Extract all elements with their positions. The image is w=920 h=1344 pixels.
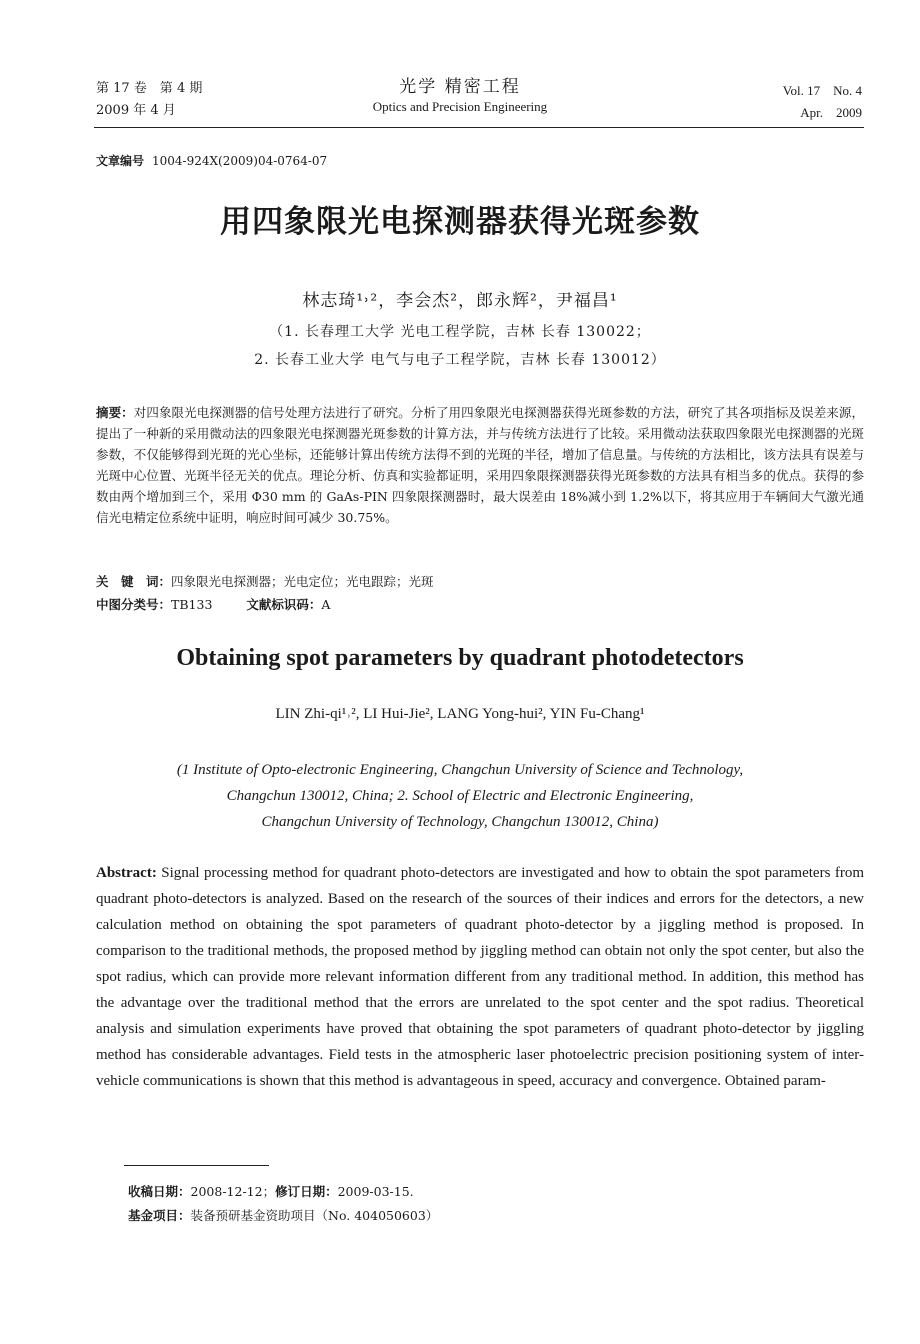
keywords-cn-label: 关 键 词： xyxy=(96,574,172,589)
volume-issue-en: Vol. 17 No. 4 xyxy=(782,83,862,98)
article-number xyxy=(96,152,327,169)
affiliation-en-line: (1 Institute of Opto-electronic Engineering, Changchun University of Science and Technology, xyxy=(176,762,744,778)
affiliation-en-line: Changchun 130012, China; 2. School of Electric and Electronic Engineering, xyxy=(226,788,694,804)
doc-code-label: 文献标识码： xyxy=(246,597,322,612)
received-label: 收稿日期： xyxy=(128,1184,191,1199)
date-en: Apr. 2009 xyxy=(800,105,862,120)
clc-value: TB133 xyxy=(171,597,213,612)
fund-text: 装备预研基金资助项目（No. 404050603） xyxy=(190,1208,439,1223)
title-en: Obtaining spot parameters by quadrant photodetectors xyxy=(176,645,744,671)
journal-name-cn: 光学 精密工程 xyxy=(399,77,521,97)
abstract-en-label: Abstract: xyxy=(96,865,157,881)
abstract-en xyxy=(96,860,864,1094)
revised-label: 修订日期： xyxy=(275,1184,338,1199)
article-number-value: 1004-924X(2009)04-0764-07 xyxy=(152,154,328,168)
affiliation-en-line: Changchun University of Technology, Changchun 130012, China) xyxy=(261,814,659,830)
revised-date: 2009-03-15. xyxy=(337,1184,414,1199)
header-right xyxy=(783,80,862,124)
volume-issue-cn: 第 17 卷 第 4 期 xyxy=(96,81,203,96)
affiliations-cn xyxy=(0,318,920,374)
affiliations-en xyxy=(0,757,920,835)
abstract-cn xyxy=(96,402,864,528)
received-date: 2008-12-12； xyxy=(190,1184,276,1199)
abstract-en-text: Signal processing method for quadrant photo-detectors are investigated and how to obtain the spot parameters from quadrant photo-detectors is analyzed. Based on the research of the sources of their indices and errors for the detectors, a new calculation method on obtaining the spot parameters of quadrant photo-detector by a jiggling method is proposed. In comparison to the traditional methods, the proposed method by jiggling method can obtain not only the spot center, but also the spot radius, which can provide more relevant information different from any traditional method. In addition, this method has the advantage over the traditional method that the errors are unrelated to the spot center and the spot radius. Theoretical analysis and simulation experiments have proved that obtaining the spot parameters of quadrant photo-detector by jiggling method has considerable advantages. Field tests in the atmospheric laser photoelectric precision positioning system of inter-vehicle communications is shown that this method is advantageous in speed, accuracy and convergence. Obtained param- xyxy=(96,865,864,1089)
clc-label: 中图分类号： xyxy=(96,597,172,612)
affiliation-cn-line: 2. 长春工业大学 电气与电子工程学院，吉林 长春 130012） xyxy=(254,352,666,368)
fund-label: 基金项目： xyxy=(128,1208,191,1223)
authors-cn: 林志琦¹˒²，李会杰²，郎永辉²，尹福昌¹ xyxy=(302,291,618,311)
keywords-cn-text: 四象限光电探测器；光电定位；光电跟踪；光斑 xyxy=(171,574,434,589)
classification xyxy=(96,595,330,613)
footnote-fund xyxy=(128,1204,438,1228)
abstract-cn-text: 对四象限光电探测器的信号处理方法进行了研究。分析了用四象限光电探测器获得光斑参数的方法，研究了其各项指标及误差来源，提出了一种新的采用微动法的四象限光电探测器光斑参数的计算方法，并与传统方法进行了比较。采用微动法获取四象限光电探测器的光斑参数，不仅能够得到光斑的光心坐标，还能够计算出传统方法得不到的光斑的半径，增加了信息量。与传统的方法相比，该方法具有误差与光斑中心位置、光斑半径无关的优点。理论分析、仿真和实验都证明，采用四象限探测器获得光斑参数的方法具有相当多的优点。获得的参数由两个增加到三个，采用 Φ30 mm 的 GaAs-PIN 四象限探测器时，最大误差由 18%减小到 1.2%以下，将其应用于车辆间大气激光通信光电精定位系统中证明，响应时间可减少 30.75%。 xyxy=(96,405,864,525)
abstract-cn-label: 摘要： xyxy=(96,405,134,420)
footnote-divider xyxy=(124,1165,269,1166)
header-divider xyxy=(94,127,864,128)
title-cn: 用四象限光电探测器获得光斑参数 xyxy=(220,204,700,240)
keywords-cn xyxy=(96,572,434,590)
journal-name-en: Optics and Precision Engineering xyxy=(372,99,548,114)
footnotes xyxy=(128,1180,438,1228)
doc-code-value: A xyxy=(321,597,331,612)
authors-en: LIN Zhi-qi¹˒², LI Hui-Jie², LANG Yong-hui², YIN Fu-Chang¹ xyxy=(275,706,645,722)
footnote-dates xyxy=(128,1180,438,1204)
article-number-label: 文章编号 xyxy=(96,154,145,168)
affiliation-cn-line: （1. 长春理工大学 光电工程学院，吉林 长春 130022； xyxy=(269,324,651,340)
date-cn: 2009 年 4 月 xyxy=(96,103,176,118)
